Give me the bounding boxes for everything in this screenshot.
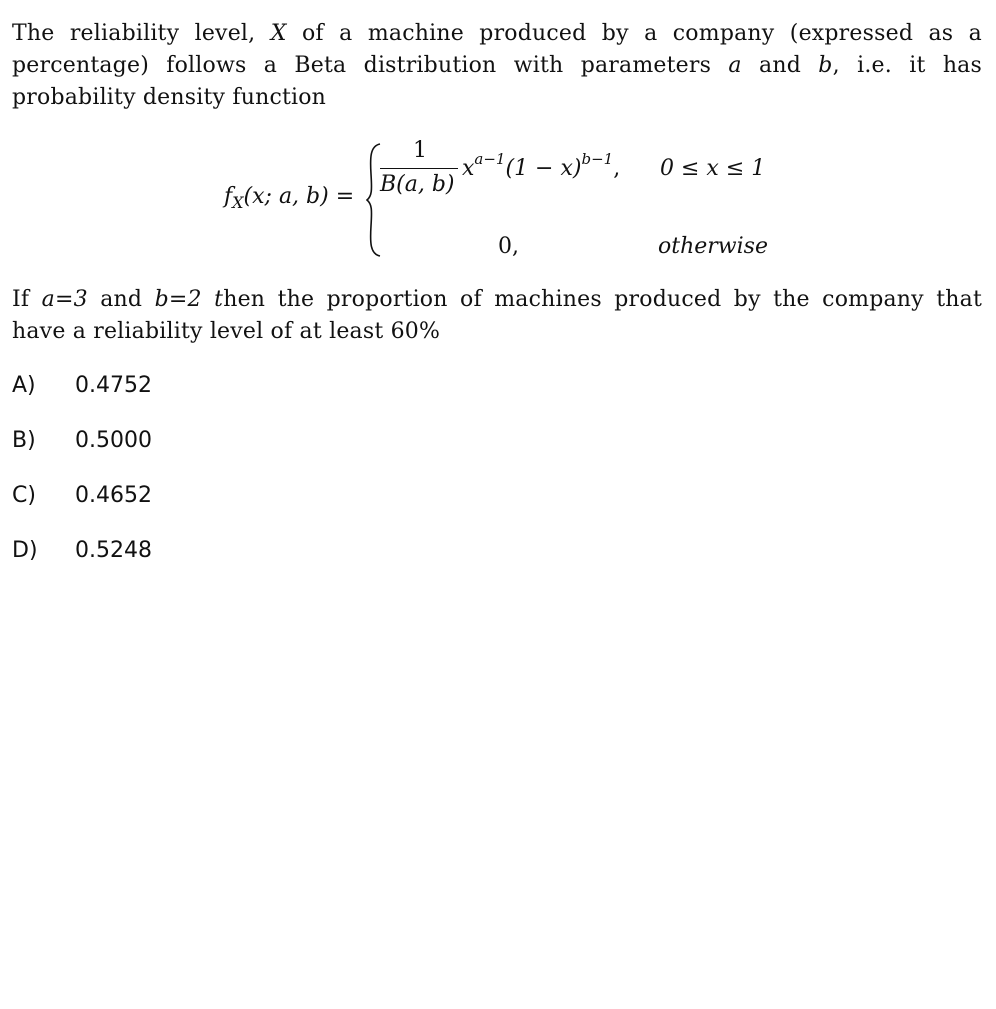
option-d[interactable] (12, 536, 152, 566)
fraction-numerator: 1 (413, 138, 427, 163)
option-b[interactable] (12, 426, 152, 456)
fraction-bar (380, 168, 458, 169)
left-brace-icon (366, 142, 386, 258)
question-prompt (12, 284, 982, 348)
option-value: 0.4652 (75, 483, 152, 508)
case1-expression: $x^{a-1}(1 - x)^{b-1}$, (462, 150, 621, 181)
option-c[interactable] (12, 481, 152, 511)
option-letter: A) (12, 373, 36, 398)
option-value: 0.5248 (75, 538, 152, 563)
case1-condition: 0 ≤ x ≤ 1 (660, 156, 766, 181)
case2-condition: otherwise (658, 234, 768, 259)
option-value: 0.5000 (75, 428, 152, 453)
prompt-line-1: If a=3 and b=2 then the proportion of machines produced by the company that (12, 287, 982, 312)
intro-line-2: percentage) follows a Beta distribution with parameters a and b, i.e. it has (12, 53, 982, 78)
option-a[interactable] (12, 371, 152, 401)
case2-value: 0, (498, 234, 519, 259)
option-letter: D) (12, 538, 38, 563)
prompt-line-2: have a reliability level of at least 60% (12, 319, 441, 344)
option-letter: B) (12, 428, 36, 453)
pdf-formula (0, 0, 996, 280)
option-value: 0.4752 (75, 373, 152, 398)
formula-lhs: $f_X(x$; a, b) = (224, 184, 355, 212)
fraction-denominator: B(a, b) (380, 172, 455, 197)
option-letter: C) (12, 483, 36, 508)
intro-line-3: probability density function (12, 85, 327, 110)
intro-line-1: The reliability level, X of a machine produced by a company (expressed as a (12, 21, 982, 46)
